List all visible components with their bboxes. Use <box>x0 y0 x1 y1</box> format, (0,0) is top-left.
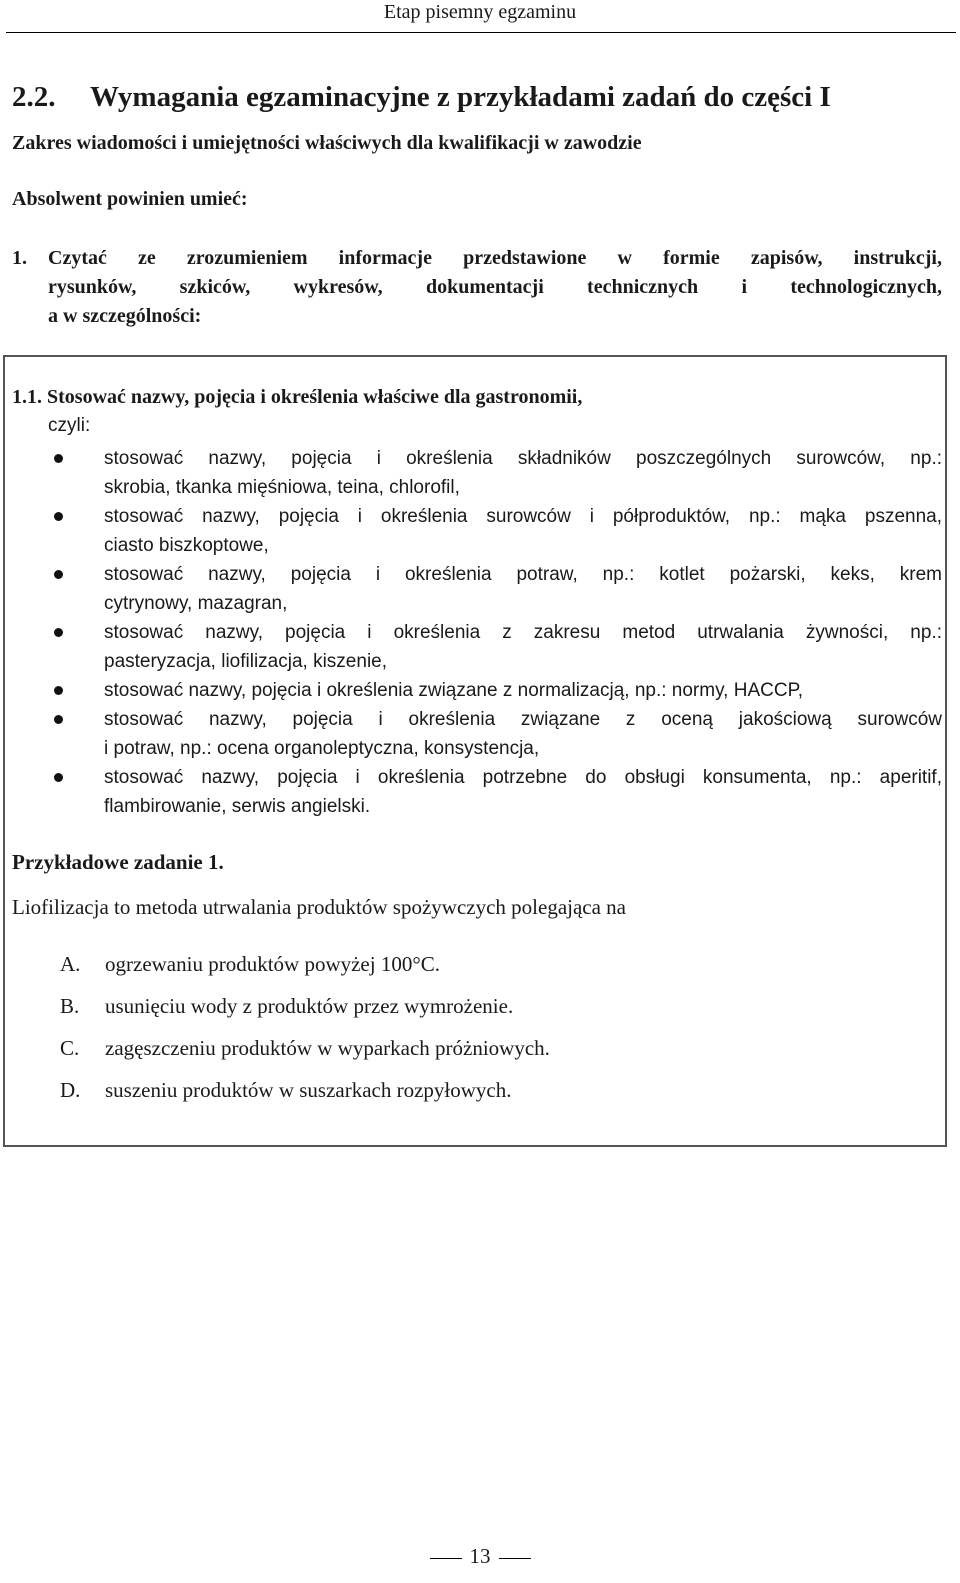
running-header: Etap pisemny egzaminu <box>383 1 577 23</box>
requirement-bullet-list <box>48 444 942 821</box>
section-heading <box>12 80 831 114</box>
bullet-icon <box>54 454 63 463</box>
answer-text: usunięciu wody z produktów przez wymrożenie. <box>105 994 514 1018</box>
answer-letter: B. <box>60 994 80 1018</box>
answer-option-c <box>60 1034 550 1076</box>
list-item-line: skrobia, tkanka mięśniowa, teina, chlorofil, <box>104 477 460 498</box>
list-item <box>48 560 942 618</box>
sub-requirement-heading: 1.1. Stosować nazwy, pojęcia i określenia właściwe dla gastronomii, <box>12 386 583 408</box>
list-item-line: stosować nazwy, pojęcia i określenia składników poszczególnych surowców, np.: <box>104 448 942 469</box>
list-item <box>48 502 942 560</box>
requirement-1-number: 1. <box>12 247 27 269</box>
czyli-label: czyli: <box>48 415 91 436</box>
answer-options <box>60 950 550 1118</box>
list-item-line: stosować nazwy, pojęcia i określenia z zakresu metod utrwalania żywności, np.: <box>104 622 942 643</box>
answer-letter: C. <box>60 1036 80 1060</box>
bullet-icon <box>54 715 63 724</box>
page-number <box>0 1542 960 1570</box>
section-title: Wymagania egzaminacyjne z przykładami zadań do części I <box>90 81 831 113</box>
list-item <box>48 676 942 705</box>
bullet-icon <box>54 686 63 695</box>
answer-text: suszeniu produktów w suszarkach rozpyłowych. <box>105 1078 512 1102</box>
list-item-line: stosować nazwy, pojęcia i określenia surowców i półproduktów, np.: mąka pszenna, <box>104 506 942 527</box>
answer-text: ogrzewaniu produktów powyżej 100°C. <box>105 952 440 976</box>
bullet-icon <box>54 570 63 579</box>
example-heading: Przykładowe zadanie 1. <box>12 850 224 874</box>
list-item-line: stosować nazwy, pojęcia i określenia związane z oceną jakościową surowców <box>104 709 942 730</box>
bullet-icon <box>54 512 63 521</box>
page-number-dash <box>499 1558 531 1559</box>
requirement-1-line: Czytać ze zrozumieniem informacje przedstawione w formie zapisów, instrukcji, <box>48 247 942 269</box>
requirement-1-line: rysunków, szkiców, wykresów, dokumentacji technicznych i technologicznych, <box>48 276 942 298</box>
list-item <box>48 444 942 502</box>
page-number-dash <box>430 1558 462 1559</box>
list-item-line: ciasto biszkoptowe, <box>104 535 269 556</box>
list-item-line: stosować nazwy, pojęcia i określenia związane z normalizacją, np.: normy, HACCP, <box>104 680 804 701</box>
section-number: 2.2. <box>12 81 56 113</box>
answer-text: zagęszczeniu produktów w wyparkach próżniowych. <box>105 1036 550 1060</box>
list-item <box>48 705 942 763</box>
answer-option-b <box>60 992 550 1034</box>
list-item-line: stosować nazwy, pojęcia i określenia potraw, np.: kotlet pożarski, keks, krem <box>104 564 942 585</box>
list-item <box>48 763 942 821</box>
scope-heading: Zakres wiadomości i umiejętności właściwych dla kwalifikacji w zawodzie <box>12 132 642 154</box>
list-item <box>48 618 942 676</box>
answer-letter: A. <box>60 952 81 976</box>
requirement-1 <box>12 244 942 331</box>
requirement-1-line: a w szczególności: <box>48 305 202 327</box>
graduate-heading: Absolwent powinien umieć: <box>12 188 248 210</box>
page-number-value: 13 <box>469 1544 491 1568</box>
answer-letter: D. <box>60 1078 81 1102</box>
header-divider <box>6 32 956 33</box>
bullet-icon <box>54 773 63 782</box>
list-item-line: pasteryzacja, liofilizacja, kiszenie, <box>104 651 388 672</box>
list-item-line: cytrynowy, mazagran, <box>104 593 288 614</box>
list-item-line: i potraw, np.: ocena organoleptyczna, konsystencja, <box>104 738 540 759</box>
answer-option-d <box>60 1076 550 1118</box>
question-text: Liofilizacja to metoda utrwalania produktów spożywczych polegająca na <box>12 895 627 919</box>
bullet-icon <box>54 628 63 637</box>
list-item-line: flambirowanie, serwis angielski. <box>104 796 371 817</box>
answer-option-a <box>60 950 550 992</box>
list-item-line: stosować nazwy, pojęcia i określenia potrzebne do obsługi konsumenta, np.: aperitif, <box>104 767 942 788</box>
